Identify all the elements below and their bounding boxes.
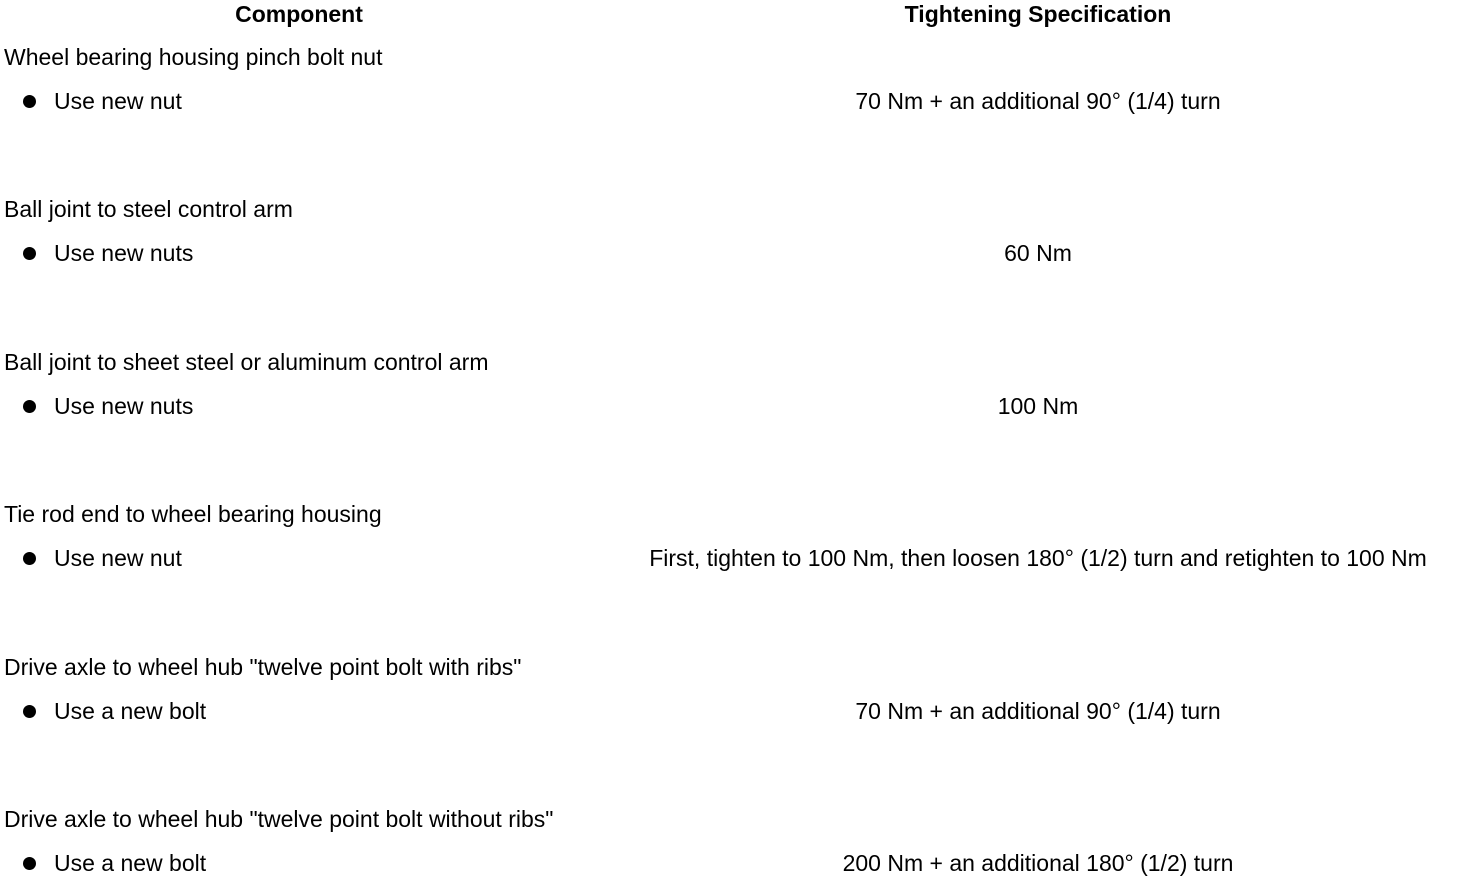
tightening-spec: 70 Nm + an additional 90° (1/4) turn <box>855 698 1221 724</box>
bullet-icon <box>23 705 36 718</box>
component-name: Drive axle to wheel hub "twelve point bolt without ribs" <box>4 806 554 832</box>
tightening-spec: 70 Nm + an additional 90° (1/4) turn <box>855 88 1221 114</box>
component-note: Use new nuts <box>54 393 194 419</box>
component-note: Use a new bolt <box>54 698 207 724</box>
component-name: Wheel bearing housing pinch bolt nut <box>4 44 383 70</box>
table-row <box>0 351 1472 503</box>
table-row <box>0 198 1472 350</box>
component-name: Tie rod end to wheel bearing housing <box>4 501 382 527</box>
table-row <box>0 46 1472 198</box>
column-header-component: Component <box>235 1 363 27</box>
column-header-tightening-specification: Tightening Specification <box>904 1 1172 27</box>
tightening-spec: 200 Nm + an additional 180° (1/2) turn <box>842 850 1234 876</box>
bullet-icon <box>23 95 36 108</box>
table-row <box>0 808 1472 892</box>
component-name: Ball joint to sheet steel or aluminum control arm <box>4 349 489 375</box>
component-name: Drive axle to wheel hub "twelve point bolt with ribs" <box>4 654 522 680</box>
component-note: Use a new bolt <box>54 850 207 876</box>
bullet-icon <box>23 400 36 413</box>
table-row <box>0 656 1472 808</box>
bullet-icon <box>23 552 36 565</box>
tightening-spec: First, tighten to 100 Nm, then loosen 180° (1/2) turn and retighten to 100 Nm <box>649 545 1427 571</box>
table-row <box>0 503 1472 655</box>
component-note: Use new nut <box>54 545 182 571</box>
component-note: Use new nuts <box>54 240 194 266</box>
bullet-icon <box>23 247 36 260</box>
tightening-spec: 100 Nm <box>997 393 1079 419</box>
component-note: Use new nut <box>54 88 182 114</box>
bullet-icon <box>23 857 36 870</box>
component-name: Ball joint to steel control arm <box>4 196 293 222</box>
tightening-spec: 60 Nm <box>1004 240 1072 266</box>
